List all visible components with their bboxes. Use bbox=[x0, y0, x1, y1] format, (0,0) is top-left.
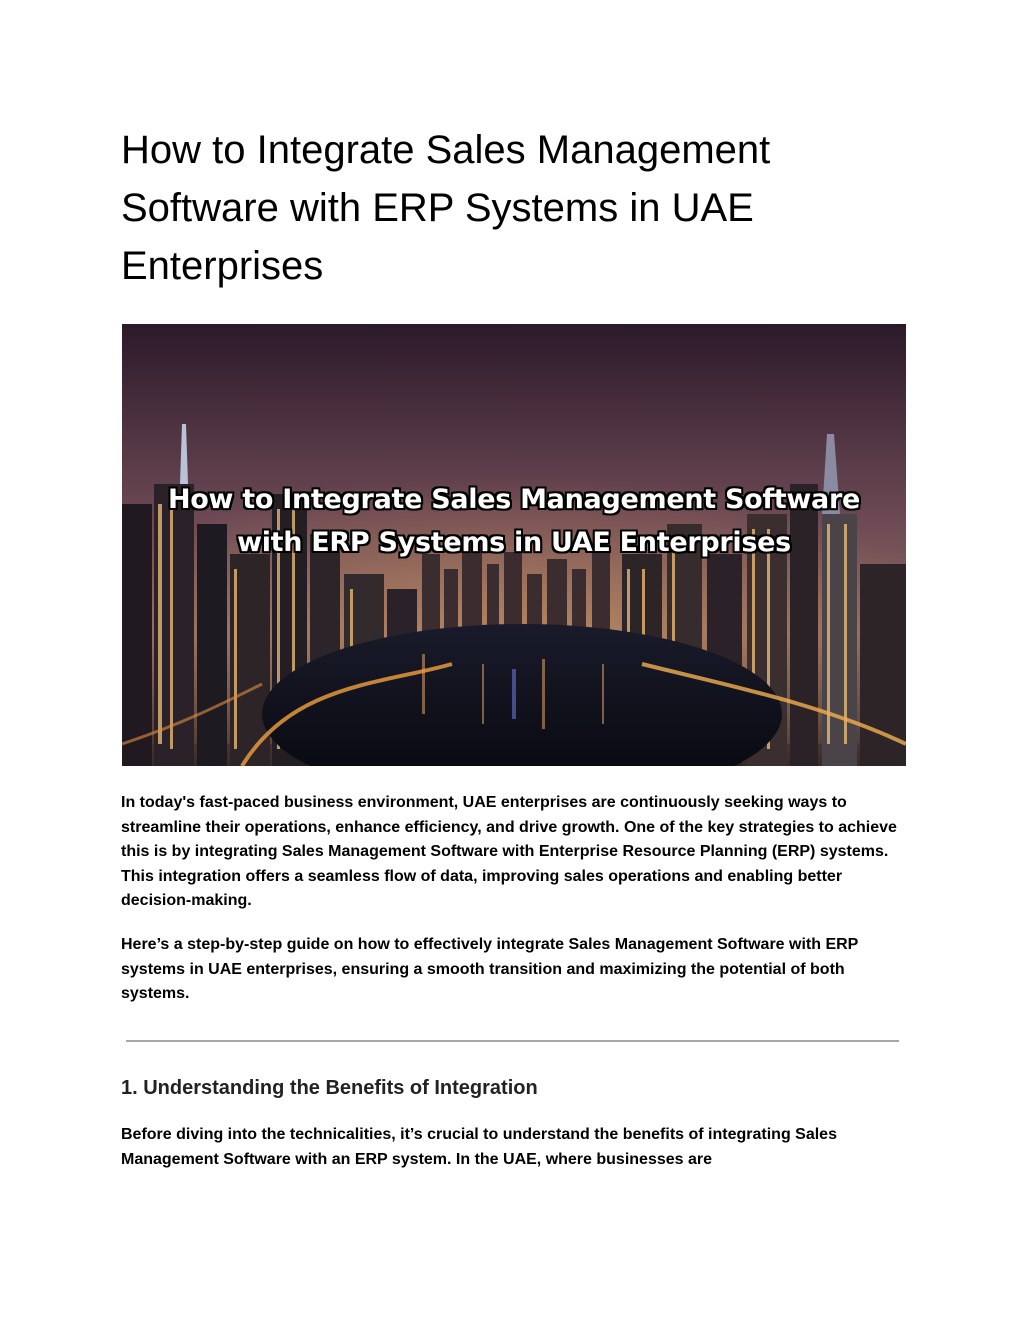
page-title: How to Integrate Sales Management Software with ERP Systems in UAE Enterprises bbox=[121, 128, 771, 288]
intro-paragraph: In today's fast-paced business environment, UAE enterprises are continuously seeking ways to streamline their operations, enhance efficiency, and drive growth. One of the key strategies to achieve this is by integrating Sales Management Software with Enterprise Resource Planning (ERP) systems. This integration offers a seamless flow of data, improving sales operations and enabling better decision-making. bbox=[121, 794, 897, 909]
guide-paragraph: Here’s a step-by-step guide on how to effectively integrate Sales Management Software with ERP systems in UAE enterprises, ensuring a smooth transition and maximizing the potential of both systems. bbox=[121, 936, 859, 1002]
hero-caption-line-1: How to Integrate Sales Management Software bbox=[168, 484, 860, 515]
hero-caption-line-2: with ERP Systems in UAE Enterprises bbox=[237, 527, 791, 558]
horizontal-divider bbox=[126, 1040, 899, 1042]
section-heading: 1. Understanding the Benefits of Integration bbox=[121, 1077, 538, 1099]
hero-image bbox=[122, 324, 906, 766]
section-paragraph: Before diving into the technicalities, it’s crucial to understand the benefits of integrating Sales Management Software with an ERP system. In the UAE, where businesses are bbox=[121, 1126, 837, 1168]
